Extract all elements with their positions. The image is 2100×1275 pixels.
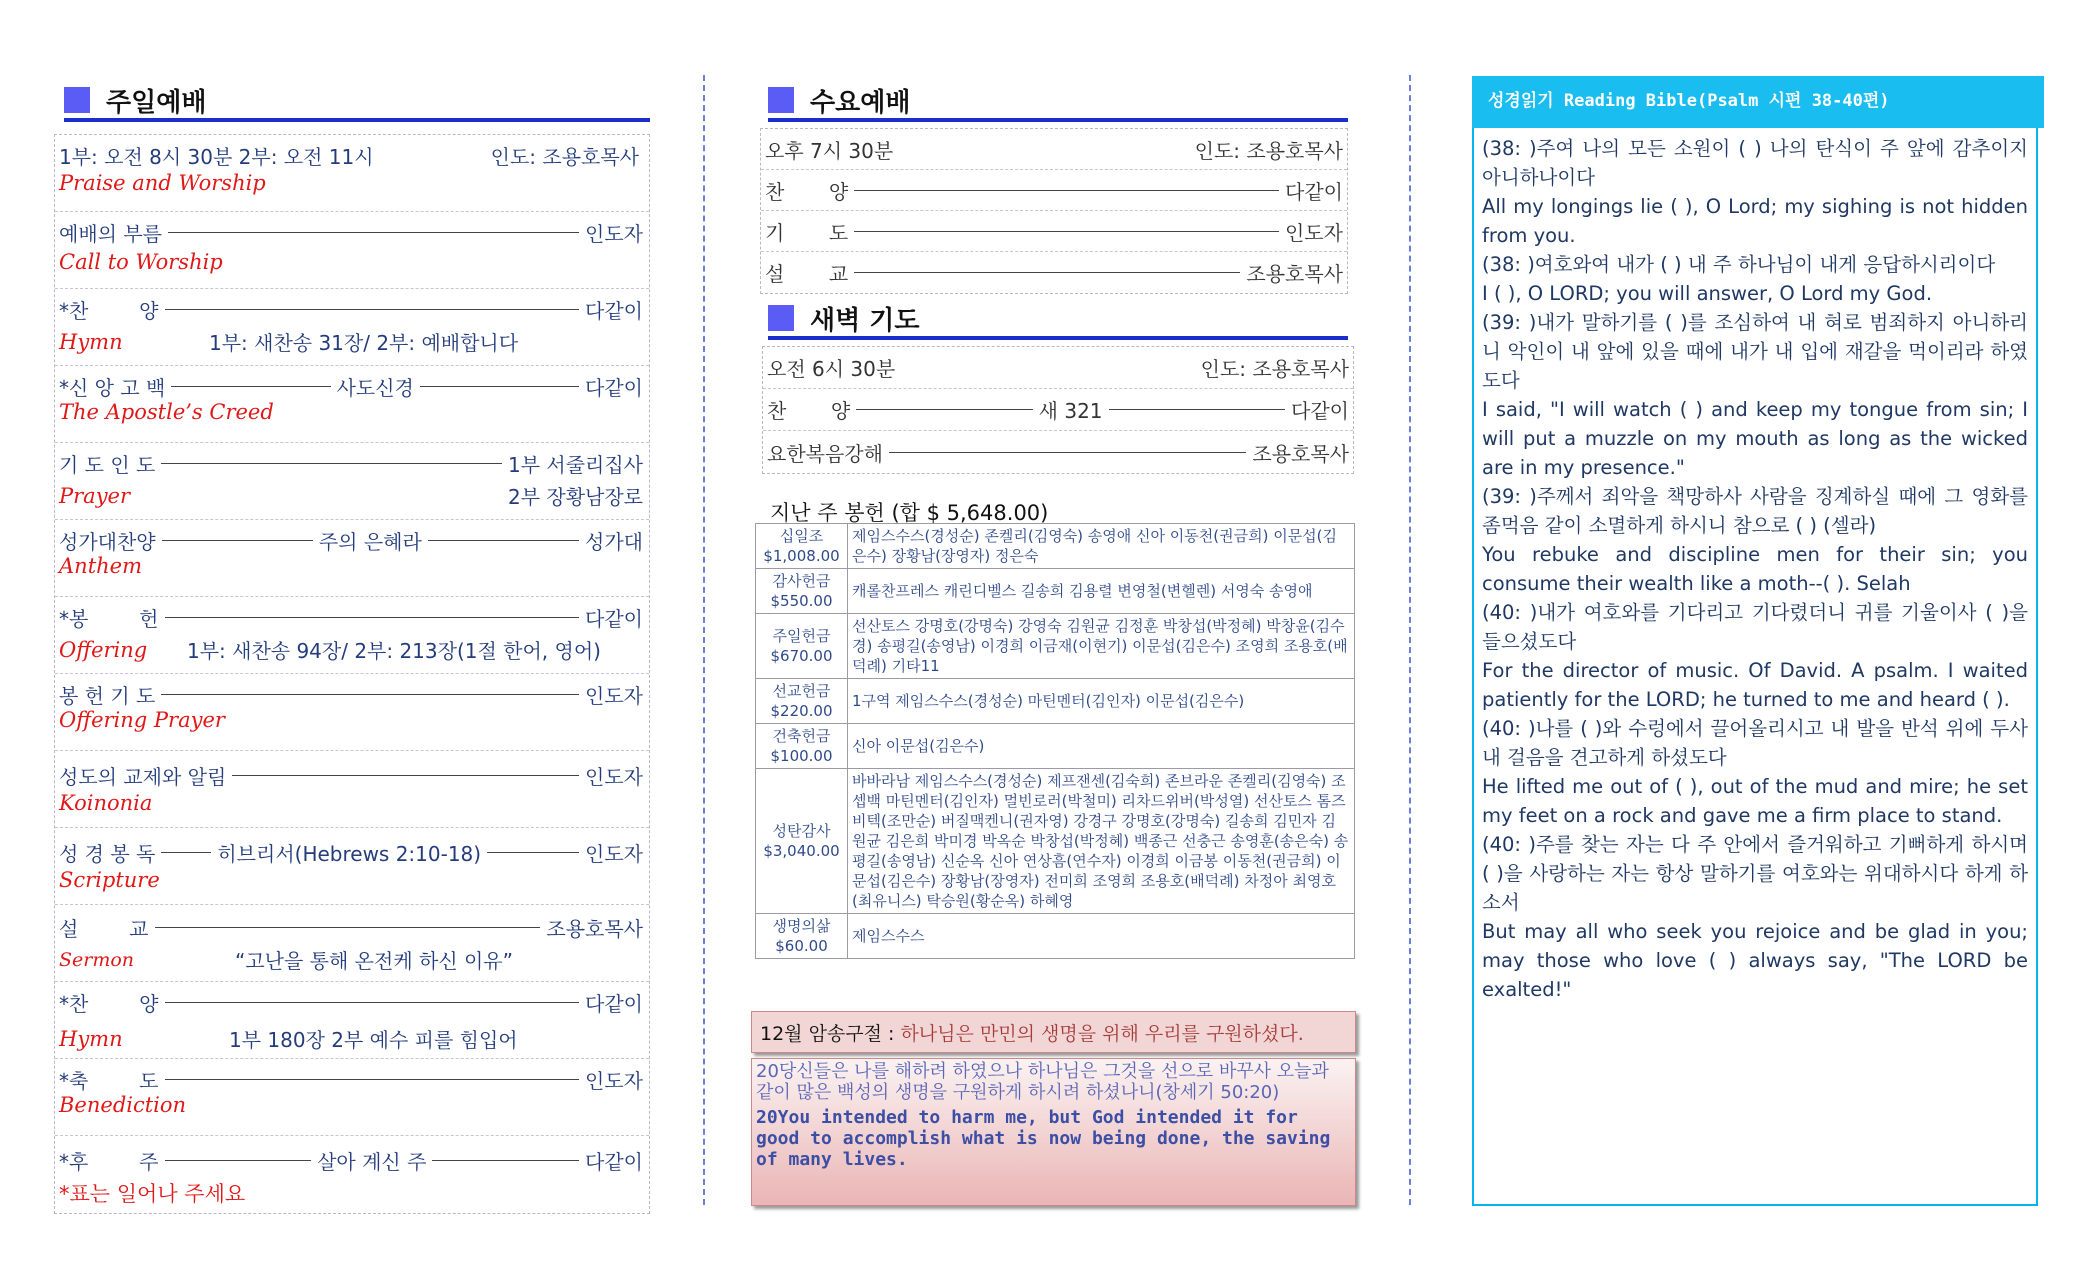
verse-english: 20You intended to harm me, but God intended it for good to accomplish what is now being done, the saving of many lives. — [756, 1107, 1331, 1170]
wednesday-header — [768, 82, 1348, 122]
offering-amount: $60.00 — [775, 937, 828, 955]
reading-paragraph: (39: )내가 말하기를 ( )를 조심하여 내 혀로 범죄하지 아니하리니 악인이 내 앞에 있을 때에 내가 내 입에 재갈을 먹이리라 하였도다 — [1482, 311, 2028, 392]
wednesday-box — [760, 128, 1348, 294]
reading-paragraph: (40: )나를 ( )와 수렁에서 끌어올리시고 내 발을 반석 위에 두사 내 걸음을 견고하게 하셨도다 — [1482, 717, 2028, 769]
anthem-mid: 주의 은혜라 — [318, 530, 422, 554]
order-row-anthem — [55, 520, 649, 597]
dawn-hymn-mid: 새 321 — [1038, 399, 1103, 423]
offering-title: 지난 주 봉헌 (합 $ 5,648.00) — [770, 501, 1049, 525]
offering-kind: 선교헌금 — [772, 682, 831, 700]
hymn-ko: *찬 양 — [59, 299, 159, 323]
reading-paragraph: I said, "I will watch ( ) and keep my tongue from sin; I will put a muzzle on my mouth as long as the wicked are in my presence." — [1482, 398, 2028, 479]
wednesday-row-role: 인도자 — [1285, 220, 1343, 245]
sunday-title: 주일예배 — [106, 87, 207, 118]
koinonia-role: 인도자 — [585, 765, 643, 789]
bene-ko: *축 도 — [59, 1069, 159, 1093]
wednesday-row-label: 찬 양 — [765, 179, 849, 204]
wednesday-row — [761, 252, 1347, 293]
bene-en: Benediction — [59, 1093, 187, 1117]
dawn-box — [762, 346, 1354, 474]
offering-amount: $670.00 — [770, 647, 833, 665]
memory-label: 12월 암송구절 : — [760, 1022, 895, 1045]
prayer-role-2: 2부 장황남장로 — [507, 485, 643, 509]
anthem-en: Anthem — [59, 554, 142, 578]
hymn2-ko: *찬 양 — [59, 992, 159, 1016]
verse-korean: 20당신들은 나를 해하려 하였으나 하나님은 그것을 선으로 바꾸사 오늘과 같이 많은 백성의 생명을 구원하게 하시려 하셨나니(창세기 50:20) — [756, 1061, 1329, 1103]
dawn-study-label: 요한복음강해 — [767, 441, 883, 466]
order-row-sermon — [55, 905, 649, 982]
reading-paragraph: (38: )여호와여 내가 ( ) 내 주 하나님이 내게 응답하시리이다 — [1482, 253, 1996, 276]
reading-paragraph: All my longings lie ( ), O Lord; my sighing is not hidden from you. — [1482, 195, 2028, 247]
wednesday-time-row — [761, 129, 1347, 170]
dawn-study-role: 조용호목사 — [1252, 441, 1349, 466]
offering-row — [756, 524, 1355, 569]
offprayer-role: 인도자 — [585, 684, 643, 708]
praise-en: Praise and Worship — [59, 171, 266, 195]
sunday-time: 1부: 오전 8시 30분 2부: 오전 11시 — [59, 145, 374, 169]
reading-paragraph: You rebuke and discipline men for their sin; you consume their wealth like a moth--( ). Selah — [1482, 543, 2028, 595]
bene-role: 인도자 — [585, 1069, 643, 1093]
order-row-offering-prayer — [55, 674, 649, 751]
wednesday-title: 수요예배 — [810, 87, 911, 118]
order-row-time — [55, 135, 649, 212]
dawn-hymn-row — [763, 389, 1353, 431]
call-role: 인도자 — [585, 222, 643, 246]
offering-row — [756, 724, 1355, 769]
offering-kind: 생명의삶 — [772, 917, 831, 935]
post-mid: 살아 계신 주 — [317, 1150, 427, 1174]
reading-paragraph: (39: )주께서 죄악을 책망하사 사람을 징계하실 때에 그 영화를 좀먹음 같이 소멸하게 하시니 참으로 ( ) (셀라) — [1482, 485, 2028, 537]
sermon-ko: 설 교 — [59, 917, 149, 941]
wednesday-leader: 인도: 조용호목사 — [1194, 138, 1343, 163]
verse-box — [751, 1058, 1356, 1206]
offering-amount: $100.00 — [770, 747, 833, 765]
offering-amount: $220.00 — [770, 702, 833, 720]
sunday-leader: 인도: 조용호목사 — [490, 145, 639, 169]
offering-names: 제임스수스 — [848, 914, 1355, 959]
dawn-hymn-label: 찬 양 — [767, 399, 851, 423]
reading-title: 성경읽기 Reading Bible(Psalm 시편 38-40편) — [1472, 76, 2044, 128]
order-row-hymn — [55, 289, 649, 366]
post-role: 다같이 — [585, 1150, 644, 1174]
offering-row — [756, 614, 1355, 679]
reading-paragraph: (38: )주여 나의 모든 소원이 ( ) 나의 탄식이 주 앞에 감추이지 아니하나이다 — [1482, 137, 2028, 189]
reading-paragraph: (40: )내가 여호와를 기다리고 기다렸더니 귀를 기울이사 ( )을 들으셨도다 — [1482, 601, 2028, 653]
column-divider-left — [703, 75, 705, 1205]
dawn-title: 새벽 기도 — [810, 305, 920, 336]
scripture-mid: 히브리서(Hebrews 2:10-18) — [217, 842, 482, 866]
offprayer-en: Offering Prayer — [59, 708, 225, 732]
dawn-hymn-role: 다같이 — [1291, 399, 1350, 423]
offering-kind: 성탄감사 — [772, 822, 831, 840]
wednesday-row-role: 다같이 — [1285, 179, 1343, 204]
reading-paragraph: But may all who seek you rejoice and be glad in you; may those who love ( ) always say, "The LORD be exalted!" — [1482, 920, 2028, 1001]
wednesday-row-label: 설 교 — [765, 262, 849, 286]
section-square-icon — [64, 87, 90, 113]
offering-en: Offering — [59, 637, 148, 662]
offering-names: 선산토스 강명호(강명숙) 강영숙 김원균 김정훈 박창섭(박정혜) 박창윤(김수경) 송평길(송영남) 이경희 이금재(이현기) 이문섭(김은수) 조영희 조용호(배덕례) 기타11 — [848, 614, 1355, 679]
scripture-role: 인도자 — [585, 842, 643, 866]
order-row-hymn2 — [55, 982, 649, 1059]
offering-kind: 감사헌금 — [772, 572, 831, 590]
memory-verse-bar — [751, 1011, 1356, 1053]
offprayer-ko: 봉 헌 기 도 — [59, 684, 156, 708]
offering-row — [756, 569, 1355, 614]
creed-ko: *신 앙 고 백 — [59, 376, 166, 400]
section-square-icon — [768, 305, 794, 331]
offering-names: 신아 이문섭(김은수) — [848, 724, 1355, 769]
offering-ko: *봉 헌 — [59, 607, 159, 631]
wednesday-row — [761, 170, 1347, 211]
order-row-benediction — [55, 1059, 649, 1136]
hymn-note: 1부: 새찬송 31장/ 2부: 예배합니다 — [209, 331, 519, 355]
order-row-koinonia — [55, 751, 649, 828]
anthem-ko: 성가대찬양 — [59, 530, 156, 554]
order-row-call — [55, 212, 649, 289]
order-row-creed — [55, 366, 649, 443]
sermon-en: Sermon — [59, 948, 135, 971]
reading-bible-box — [1472, 76, 2038, 1206]
order-row-postlude — [55, 1136, 649, 1213]
offering-amount: $3,040.00 — [763, 842, 840, 860]
offering-table — [755, 523, 1355, 959]
reading-paragraph: For the director of music. Of David. A psalm. I waited patiently for the LORD; he turned to me and heard ( ). — [1482, 659, 2028, 711]
offering-note: 1부: 새찬송 94장/ 2부: 213장(1절 한어, 영어) — [187, 639, 601, 663]
hymn2-role: 다같이 — [585, 992, 643, 1016]
reading-body — [1482, 134, 2028, 1004]
wednesday-row — [761, 211, 1347, 252]
column-divider-right — [1409, 75, 1411, 1205]
dawn-study-row — [763, 431, 1353, 473]
offering-row — [756, 679, 1355, 724]
reading-paragraph: (40: )주를 찾는 자는 다 주 안에서 즐거워하고 기뻐하게 하시며 ( )을 사랑하는 자는 항상 말하기를 여호와는 위대하시다 하게 하소서 — [1482, 833, 2028, 914]
scripture-ko: 성 경 봉 독 — [59, 842, 156, 866]
post-ko: *후 주 — [59, 1150, 159, 1174]
hymn2-en: Hymn — [59, 1026, 123, 1051]
dawn-leader: 인도: 조용호목사 — [1200, 357, 1349, 381]
dawn-time-row — [763, 347, 1353, 389]
offering-amount: $1,008.00 — [763, 547, 840, 565]
offering-row — [756, 914, 1355, 959]
hymn2-note: 1부 180장 2부 예수 피를 힘입어 — [229, 1028, 518, 1052]
offering-names: 제임스수스(경성순) 존켈리(김영숙) 송영애 신아 이동천(권금희) 이문섭(김은수) 장황남(장영자) 정은숙 — [848, 524, 1355, 569]
creed-en: The Apostle’s Creed — [59, 400, 274, 424]
section-square-icon — [768, 87, 794, 113]
offering-kind: 주일헌금 — [772, 627, 831, 645]
scripture-en: Scripture — [59, 868, 160, 892]
sunday-order-box — [54, 134, 650, 1214]
prayer-en: Prayer — [59, 483, 131, 508]
reading-paragraph: I ( ), O LORD; you will answer, O Lord my God. — [1482, 282, 1933, 305]
call-en: Call to Worship — [59, 250, 223, 274]
reading-paragraph: He lifted me out of ( ), out of the mud and mire; he set my feet on a rock and gave me a firm place to stand. — [1482, 775, 2028, 827]
anthem-role: 성가대 — [585, 530, 644, 554]
offering-role: 다같이 — [585, 607, 643, 631]
prayer-role-1: 1부 서줄리집사 — [507, 453, 643, 477]
order-row-scripture — [55, 828, 649, 905]
wednesday-row-label: 기 도 — [765, 220, 849, 245]
offering-kind: 건축헌금 — [772, 727, 831, 745]
offering-names: 1구역 제임스수스(경성순) 마틴멘터(김인자) 이문섭(김은수) — [848, 679, 1355, 724]
koinonia-en: Koinonia — [59, 791, 153, 815]
offering-names: 바바라남 제임스수스(경성순) 제프잰센(김숙희) 존브라운 존켈리(김영숙) 조셉백 마틴멘터(김인자) 멀빈로러(박철미) 리차드위버(박성열) 선산토스 톰즈비텍(조만순) 버질맥켄니(권자영) 강경구 강명호(강명숙) 길송희 김민자 김원균 김은희 박미경 박옥순 박창섭(박정혜) 백종근 선충근 송영훈(송은숙) 송평길(송영남) 신순옥 신아 연상흠(연수자) 이경희 이금봉 이동천(권금희) 이문섭(김은수) 장황남(장영자) 전미희 조영희 조용호(배덕례) 차정아 최영호(최유니스) 탁승원(황순옥) 하혜영 — [848, 769, 1355, 914]
order-row-prayer — [55, 443, 649, 520]
sermon-role: 조용호목사 — [546, 917, 643, 941]
stand-note: *표는 일어나 주세요 — [59, 1182, 246, 1206]
offering-row — [756, 769, 1355, 914]
dawn-header — [768, 300, 1348, 340]
prayer-ko: 기 도 인 도 — [59, 453, 156, 477]
creed-mid: 사도신경 — [336, 376, 414, 400]
hymn-en: Hymn — [59, 329, 123, 354]
creed-role: 다같이 — [585, 376, 644, 400]
memory-text: 하나님은 만민의 생명을 위해 우리를 구원하셨다. — [900, 1022, 1304, 1045]
koinonia-ko: 성도의 교제와 알림 — [59, 765, 227, 789]
order-row-offering — [55, 597, 649, 674]
sunday-header — [64, 82, 650, 122]
offering-kind: 십일조 — [779, 527, 824, 545]
sermon-title: “고난을 통해 온전케 하신 이유” — [235, 949, 513, 973]
wednesday-row-role: 조용호목사 — [1246, 262, 1343, 286]
offering-names: 캐롤찬프레스 캐린디벨스 길송희 김용렬 변영철(변헬렌) 서영숙 송영애 — [848, 569, 1355, 614]
hymn-role: 다같이 — [585, 299, 643, 323]
offering-amount: $550.00 — [770, 592, 833, 610]
call-ko: 예배의 부름 — [59, 222, 162, 246]
dawn-time: 오전 6시 30분 — [767, 357, 896, 381]
wednesday-time: 오후 7시 30분 — [765, 138, 894, 163]
